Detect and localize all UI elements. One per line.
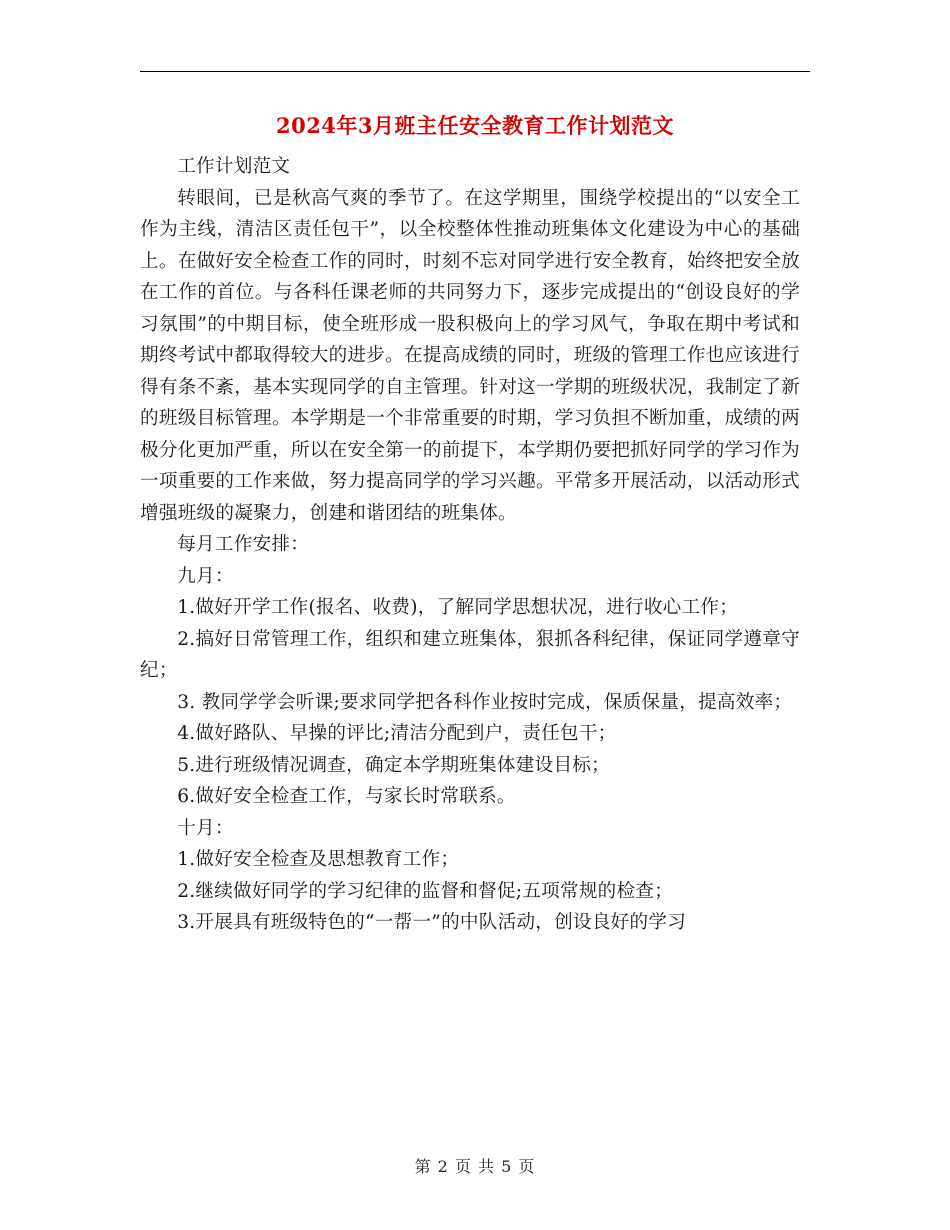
list-item: 2.继续做好同学的学习纪律的监督和督促;五项常规的检查； <box>177 880 674 902</box>
page-number-footer: 第 2 页 共 5 页 <box>414 1157 536 1176</box>
header-rule <box>140 71 810 72</box>
document-title: 2024年3月班主任安全教育工作计划范文 <box>275 113 675 138</box>
list-item: 6.做好安全检查工作，与家长时常联系。 <box>177 786 516 807</box>
list-item: 4.做好路队、早操的评比;清洁分配到户，责任包干； <box>177 723 617 744</box>
paragraph-september-heading: 九月： <box>177 565 234 587</box>
list-item: 3. 教同学学会听课;要求同学把各科作业按时完成，保质保量，提高效率； <box>177 691 793 713</box>
document-body <box>140 151 800 939</box>
paragraph-monthly-plan-heading: 每月工作安排： <box>177 534 310 555</box>
list-item: 1.做好开学工作(报名、收费)，了解同学思想状况，进行收心工作； <box>177 597 739 618</box>
list-item: 2.搞好日常管理工作，组织和建立班集体，狠抓各科纪律，保证同学遵章守纪； <box>140 628 800 681</box>
list-item: 5.进行班级情况调查，确定本学期班集体建设目标； <box>177 754 610 776</box>
paragraph-subtitle: 工作计划范文 <box>177 156 291 177</box>
list-item: 1.做好安全检查及思想教育工作； <box>177 849 460 870</box>
paragraph-intro: 转眼间，已是秋高气爽的季节了。在这学期里，围绕学校提出的“以安全工作为主线，清洁区责任包干”，以全校整体性推动班集体文化建设为中心的基础上。在做好安全检查工作的同时，时刻不忘对同学进行安全教育，始终把安全放在工作的首位。与各科任课老师的共同努力下，逐步完成提出的“创设良好的学习氛围”的中期目标，使全班形成一股积极向上的学习风气，争取在期中考试和期终考试中都取得较大的进步。在提高成绩的同时，班级的管理工作也应该进行得有条不紊，基本实现同学的自主管理。针对这一学期的班级状况，我制定了新的班级目标管理。本学期是一个非常重要的时期，学习负担不断加重，成绩的两极分化更加严重，所以在安全第一的前提下，本学期仍要把抓好同学的学习作为一项重要的工作来做，努力提高同学的学习兴趣。平常多开展活动，以活动形式增强班级的凝聚力，创建和谐团结的班集体。 <box>140 187 800 524</box>
paragraph-october-heading: 十月： <box>177 817 234 839</box>
list-item: 3.开展具有班级特色的“一帮一”的中队活动，创设良好的学习 <box>177 912 687 933</box>
